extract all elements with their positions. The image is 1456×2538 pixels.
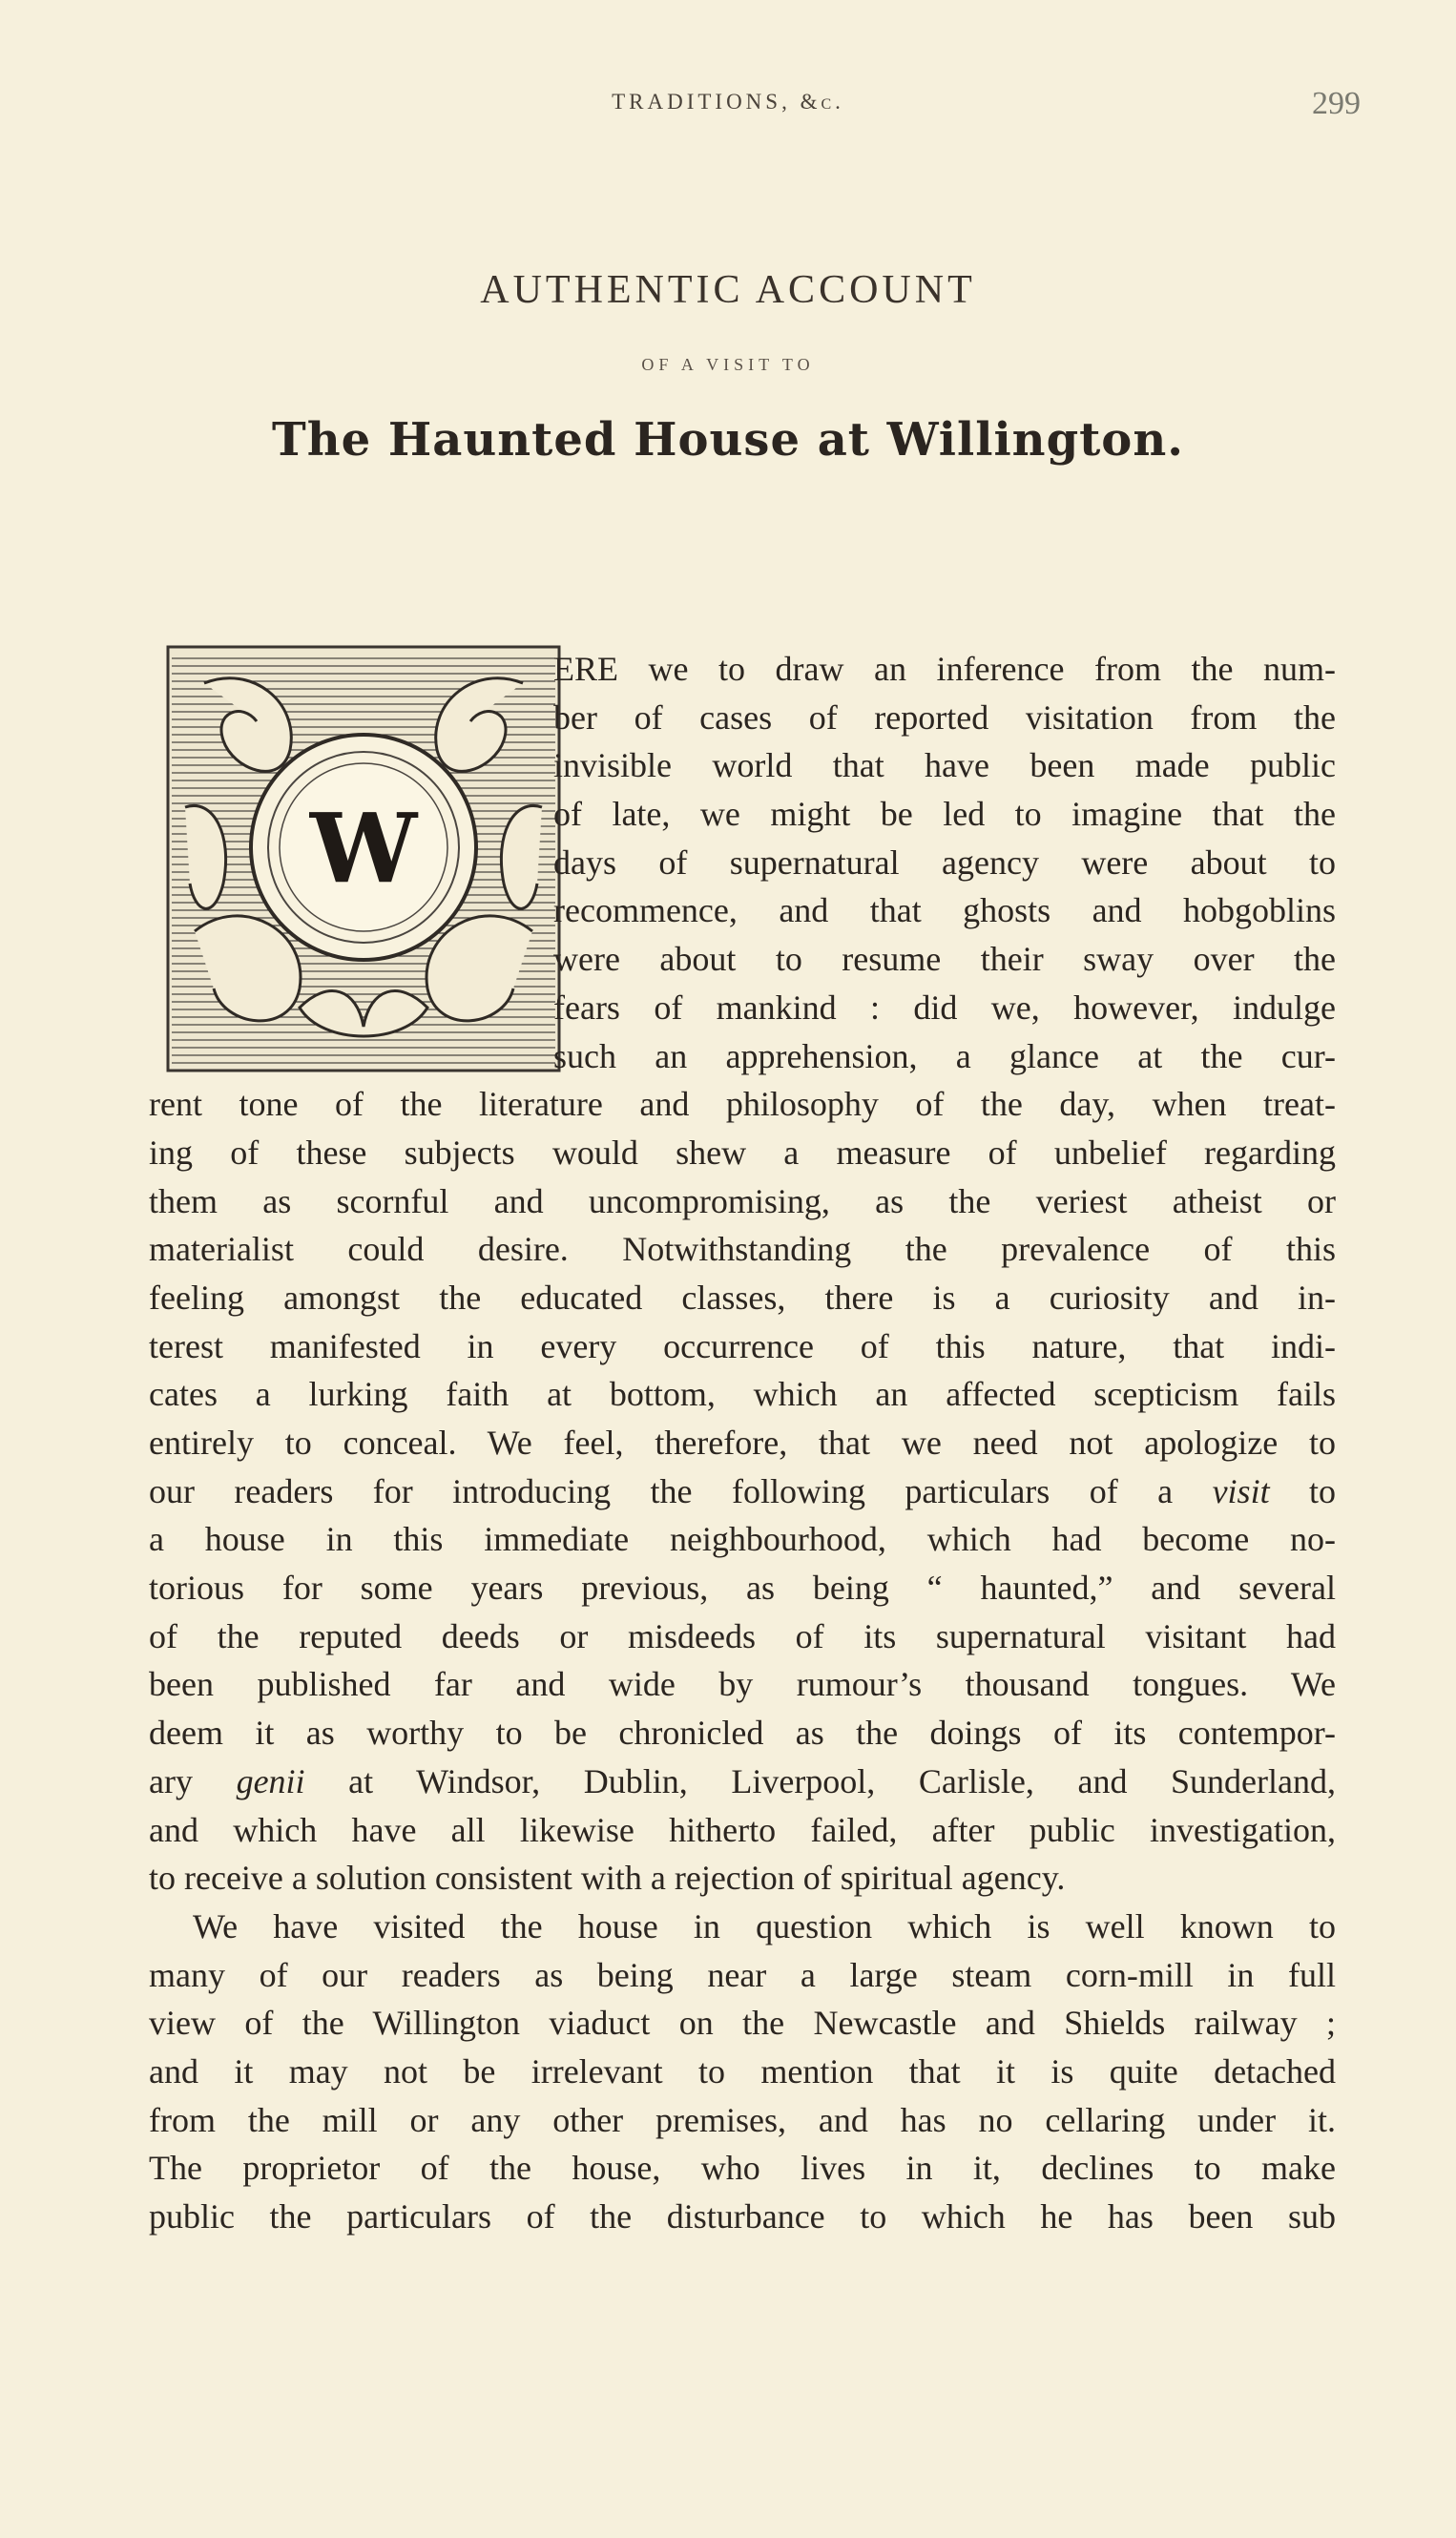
text-line: We have visited the house in question which is well known to	[193, 1906, 1336, 1945]
text-line-with-italic	[149, 1467, 1336, 1516]
text-line: were about to resume their sway over the	[553, 940, 1336, 979]
text-line: and which have all likewise hitherto failed, after public investigation,	[149, 1810, 1336, 1849]
text-line: been published far and wide by rumour’s thousand tongues. We	[149, 1665, 1336, 1704]
text-line: from the mill or any other premises, and has no cellaring under it.	[149, 2100, 1336, 2139]
text-line: ERE we to draw an inference from the num-	[553, 650, 1336, 688]
text-fragment: ary	[149, 1761, 193, 1800]
text-line: fears of mankind : did we, however, indulge	[553, 988, 1336, 1027]
text-line: view of the Willington viaduct on the Newcastle and Shields railway ;	[149, 2004, 1336, 2043]
text-line: to receive a solution consistent with a rejection of spiritual agency.	[149, 1859, 1066, 1898]
text-line: of late, we might be led to imagine that the	[553, 795, 1336, 834]
text-line: and it may not be irrelevant to mention that it is quite detached	[149, 2051, 1336, 2091]
italic-word: visit	[1212, 1471, 1270, 1510]
blackletter-title: The Haunted House at Willington.	[272, 413, 1184, 467]
text-line: terest manifested in every occurrence of this nature, that indi-	[149, 1326, 1336, 1365]
text-fragment: at Windsor, Dublin, Liverpool, Carlisle, and Sunderland,	[348, 1761, 1336, 1800]
running-head	[0, 86, 1456, 124]
subtitle: OF A VISIT TO	[641, 355, 815, 374]
text-line: recommence, and that ghosts and hobgoblins	[553, 891, 1336, 930]
text-line-with-italic	[149, 1758, 1336, 1806]
text-fragment: to	[1309, 1471, 1336, 1510]
text-line: cates a lurking faith at bottom, which an affected scepticism fails	[149, 1375, 1336, 1414]
paragraph-1	[149, 645, 1336, 1903]
text-line: entirely to conceal. We feel, therefore, that we need not apologize to	[149, 1424, 1336, 1462]
text-line: materialist could desire. Notwithstanding the prevalence of this	[149, 1230, 1336, 1269]
text-line: invisible world that have been made public	[553, 746, 1336, 785]
text-line: days of supernatural agency were about to	[553, 843, 1336, 882]
text-line: torious for some years previous, as being “ haunted,” and several	[149, 1569, 1336, 1608]
text-line: feeling amongst the educated classes, there is a curiosity and in-	[149, 1278, 1336, 1317]
initial-letter: W	[309, 792, 418, 905]
text-line: such an apprehension, a glance at the cur-	[553, 1036, 1336, 1075]
text-line: many of our readers as being near a large steam corn-mill in full	[149, 1955, 1336, 1994]
italic-word: genii	[236, 1761, 305, 1800]
text-line: them as scornful and uncompromising, as the veriest atheist or	[149, 1181, 1336, 1220]
paragraph-2	[149, 1903, 1336, 2241]
text-fragment: our readers for introducing the following particulars of a	[149, 1471, 1174, 1510]
text-line: deem it as worthy to be chronicled as the doings of its contempor-	[149, 1714, 1336, 1753]
running-title: TRADITIONS, &c.	[612, 90, 844, 114]
text-line: ber of cases of reported visitation from the	[553, 697, 1336, 737]
main-title: AUTHENTIC ACCOUNT	[480, 268, 976, 312]
article-body	[149, 645, 1336, 2241]
text-line: The proprietor of the house, who lives in it, declines to make	[149, 2149, 1336, 2188]
text-line: of the reputed deeds or misdeeds of its supernatural visitant had	[149, 1616, 1336, 1655]
text-line: public the particulars of the disturbance to which he has been sub	[149, 2197, 1336, 2236]
title-block	[0, 267, 1456, 467]
text-line: a house in this immediate neighbourhood, which had become no-	[149, 1520, 1336, 1559]
page-number: 299	[1312, 86, 1361, 121]
text-line: ing of these subjects would shew a measure of unbelief regarding	[149, 1133, 1336, 1172]
text-line: rent tone of the literature and philosophy of the day, when treat-	[149, 1085, 1336, 1124]
